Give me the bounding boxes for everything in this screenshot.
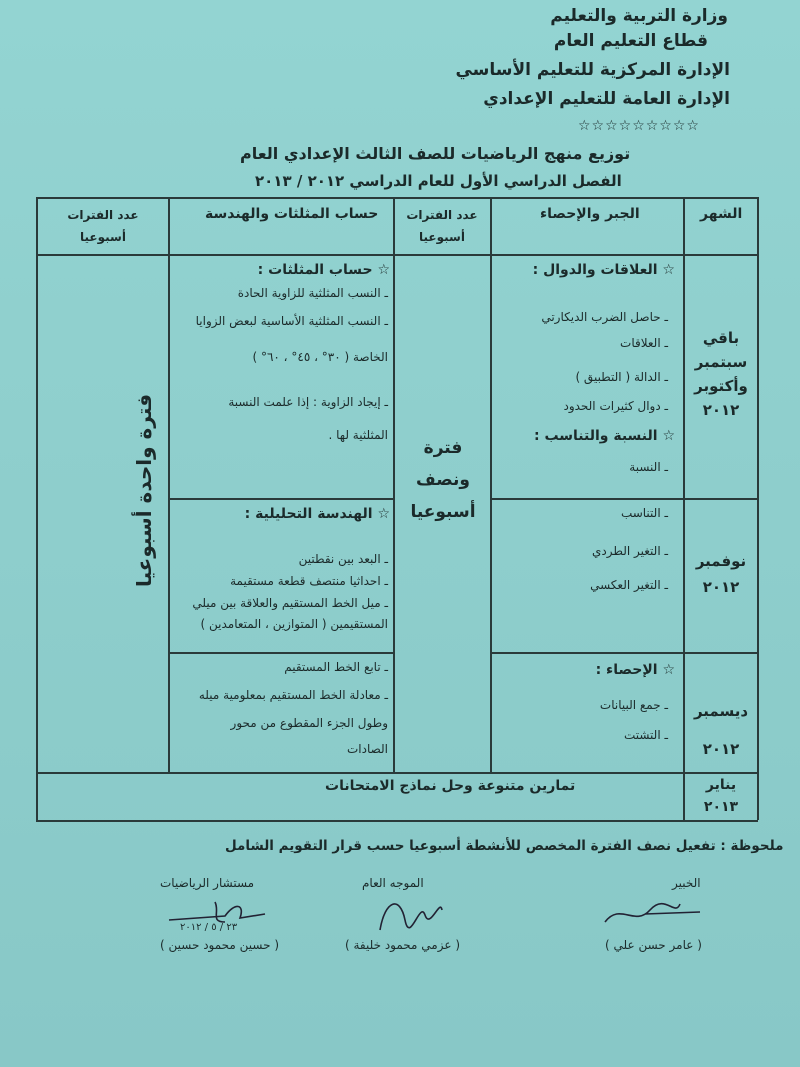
sector-name: قطاع التعليم العام <box>553 31 708 51</box>
trig-item: الصادات <box>346 742 388 756</box>
header-trig: حساب المثلثات والهندسة <box>205 206 379 222</box>
header-algebra: الجبر والإحصاء <box>540 206 640 222</box>
trig-item: ـ معادلة الخط المستقيم بمعلومية ميله <box>198 688 388 702</box>
document-subtitle: الفصل الدراسي الأول للعام الدراسي ٢٠١٢ / ٢٠١٣ <box>255 172 622 190</box>
trig-item: ـ النسب المثلثية للزاوية الحادة <box>237 286 388 300</box>
trig-item: المثلثية لها . <box>328 428 388 442</box>
trig-item: المستقيمين ( المتوازين ، المتعامدين ) <box>200 617 388 631</box>
trig-item: ـ تابع الخط المستقيم <box>284 660 388 674</box>
trig-item: الخاصة ( ٣٠° ، ٤٥° ، ٦٠° ) <box>252 350 388 364</box>
trig-item: وطول الجزء المقطوع من محور <box>230 716 388 730</box>
central-admin-name: الإدارة المركزية للتعليم الأساسي <box>455 60 730 80</box>
algebra-item: ـ جمع البيانات <box>599 698 668 712</box>
revision-row: تمارين متنوعة وحل نماذج الامتحانات <box>325 778 576 794</box>
header-periods-trig: عدد الفترات أسبوعيا <box>67 208 139 244</box>
signature-role: الخبير <box>672 876 701 890</box>
algebra-item: ـ النسبة <box>629 460 668 474</box>
algebra-title-stats: ☆ الإحصاء : <box>595 662 675 678</box>
algebra-item: ـ التغير الطردي <box>592 544 668 558</box>
signature-role: الموجه العام <box>362 876 424 890</box>
algebra-item: ـ التغير العكسي <box>590 578 668 592</box>
month-jan: يناير ٢٠١٣ <box>703 777 739 815</box>
periods-algebra-value: فترة ونصف أسبوعيا <box>410 438 476 522</box>
periods-trig-value: فترة واحدة أسبوعيا <box>132 393 156 587</box>
month-sep-oct: باقي سبتمبر وأكتوبر ٢٠١٢ <box>694 329 748 419</box>
trig-item: ـ النسب المثلثية الأساسية لبعض الزوايا <box>195 314 388 328</box>
general-admin-name: الإدارة العامة للتعليم الإعدادي <box>483 89 730 109</box>
trig-item: ـ ميل الخط المستقيم والعلاقة بين ميلي <box>192 596 388 610</box>
month-nov: نوفمبر ٢٠١٢ <box>695 552 747 596</box>
trig-item: ـ احداثيا منتصف قطعة مستقيمة <box>230 574 388 588</box>
algebra-item: ـ دوال كثيرات الحدود <box>563 399 668 413</box>
trig-item: ـ إيجاد الزاوية : إذا علمت النسبة <box>228 395 388 409</box>
algebra-item: ـ التشتت <box>623 728 668 742</box>
algebra-item: ـ حاصل الضرب الديكارتي <box>541 310 668 324</box>
signature-supervisor <box>370 890 450 938</box>
header-periods-algebra: عدد الفترات أسبوعيا <box>406 208 478 244</box>
ministry-name: وزارة التربية والتعليم <box>550 6 728 26</box>
trig-title-analytic: ☆ الهندسة التحليلية : <box>244 506 390 522</box>
algebra-item: ـ العلاقات <box>620 336 668 350</box>
algebra-item: ـ الدالة ( التطبيق ) <box>575 370 668 384</box>
stars-divider: ☆☆☆☆☆☆☆☆☆ <box>578 118 700 134</box>
trig-item: ـ البعد بين نقطتين <box>298 552 388 566</box>
signature-role: مستشار الرياضيات <box>160 876 255 890</box>
document-title: توزيع منهج الرياضيات للصف الثالث الإعدادي العام <box>240 144 631 163</box>
algebra-item: ـ التناسب <box>620 506 668 520</box>
signature-expert <box>600 892 710 932</box>
note-text: ملحوظة : تفعيل نصف الفترة المخصص للأنشطة أسبوعيا حسب قرار التقويم الشامل <box>225 838 784 854</box>
signature-name: ( عزمي محمود خليفة ) <box>345 938 461 952</box>
signature-name: ( حسين محمود حسين ) <box>160 938 280 952</box>
algebra-title-relations: ☆ العلاقات والدوال : <box>532 262 675 278</box>
trig-title: ☆ حساب المثلثات : <box>257 262 390 278</box>
signature-name: ( عامر حسن علي ) <box>605 938 702 952</box>
month-dec: ديسمبر ٢٠١٢ <box>693 702 749 758</box>
signature-date: ٢٣ / ٥ / ٢٠١٢ <box>180 922 238 933</box>
algebra-title-ratio: ☆ النسبة والتناسب : <box>533 428 675 444</box>
header-month: الشهر <box>700 206 743 222</box>
